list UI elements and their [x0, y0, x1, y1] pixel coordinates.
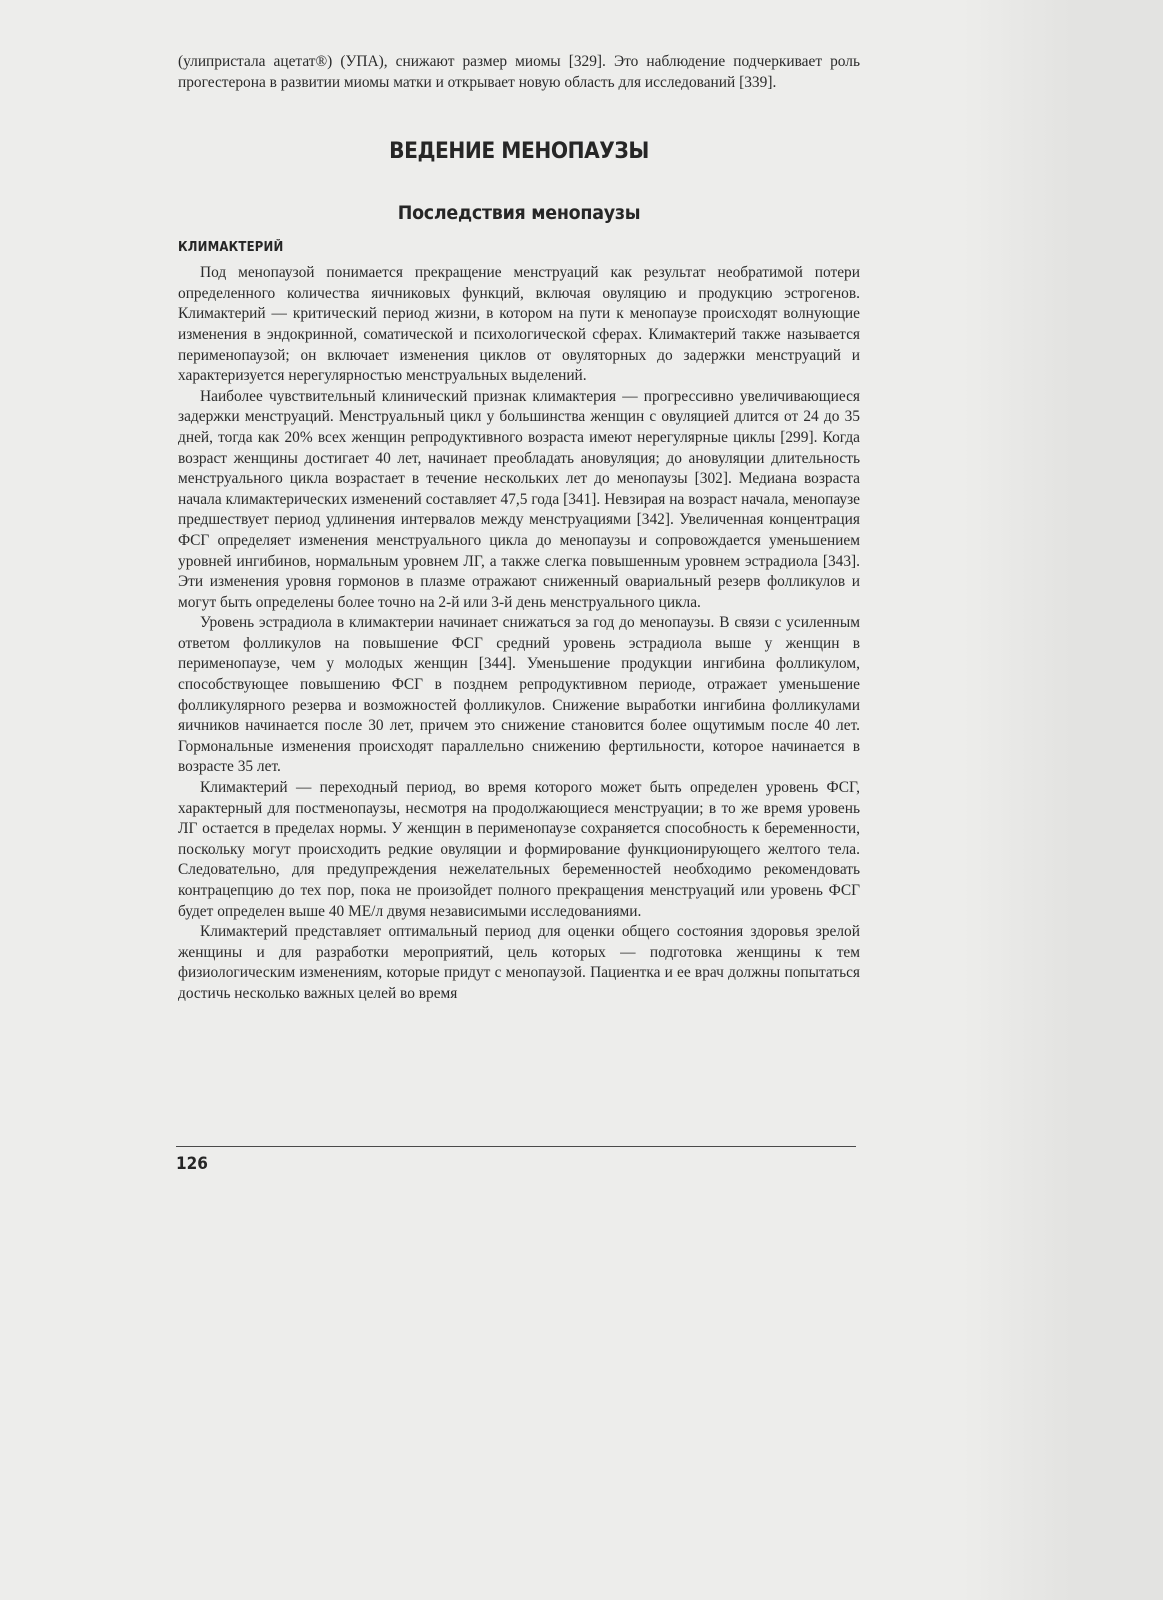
scan-shadow [963, 0, 1163, 1600]
footer-rule [176, 1146, 856, 1147]
paragraph-2: Наиболее чувствительный клинический признак климактерия — прогрессивно увеличивающиеся задержки менструаций. Менструальный цикл у большинства женщин с овуляцией длится от 24 до 35 дней, тогда как 20% всех женщин репродуктивного возраста имеют нерегулярные циклы [299]. Когда возраст женщины достигает 40 лет, начинает преобладать ановуляция; до ановуляции длительность менструального цикла возрастает в течение нескольких лет до менопаузы [302]. Медиана возраста начала климактерических изменений составляет 47,5 года [341]. Невзирая на возраст начала, менопаузе предшествует период удлинения интервалов между менструациями [342]. Увеличенная концентрация ФСГ определяет изменения менструального цикла до менопаузы и сопровождается уменьшением уровней ингибинов, нормальным уровнем ЛГ, а также слегка повышенным уровнем эстрадиола [343]. Эти изменения уровня гормонов в плазме отражают сниженный овариальный резерв фолликулов и могут быть определены более точно на 2-й или 3-й день менструального цикла. [178, 387, 860, 611]
paragraph-4: Климактерий — переходный период, во время которого может быть определен уровень ФСГ, характерный для постменопаузы, несмотря на продолжающиеся менструации; в то же время уровень ЛГ остается в пределах нормы. У женщин в перименопаузе сохраняется способность к беременности, поскольку могут происходить редкие овуляции и формирование функционирующего желтого тела. Следовательно, для предупреждения нежелательных беременностей необходимо рекомендовать контрацепцию до тех пор, пока не произойдет полного прекращения менструаций или уровень ФСГ будет определен выше 40 МЕ/л двумя независимыми исследованиями. [178, 779, 860, 920]
page-number: 126 [176, 1154, 208, 1174]
continuation-paragraph: (улипристала ацетат®) (УПА), снижают размер миомы [329]. Это наблюдение подчеркивает роль прогестерона в развитии миомы матки и открывает новую область для исследований [339]. [178, 53, 860, 91]
subsection-title: Последствия менопаузы [397, 202, 641, 225]
paragraph-1: Под менопаузой понимается прекращение менструаций как результат необратимой потери определенного количества яичниковых функций, включая овуляцию и продукцию эстрогенов. Климактерий — критический период жизни, в котором на пути к менопаузе происходят волнующие изменения в эндокринной, соматической и психологической сферах. Климактерий также называется перименопаузой; он включает изменения циклов от овуляторных до задержки менструаций и характеризуется нерегулярностью менструальных выделений. [178, 264, 860, 385]
section-title: ВЕДЕНИЕ МЕНОПАУЗЫ [389, 139, 649, 165]
page-body [178, 52, 860, 1005]
paragraph-3: Уровень эстрадиола в климактерии начинает снижаться за год до менопаузы. В связи с усиленным ответом фолликулов на повышение ФСГ средний уровень эстрадиола выше у женщин в перименопаузе, чем у молодых женщин [344]. Уменьшение продукции ингибина фолликулом, способствующее повышению ФСГ в позднем репродуктивном периоде, отражает уменьшение фолликулярного резерва и возможностей фолликулов. Снижение выработки ингибина фолликулами яичников начинается после 30 лет, причем это снижение становится более ощутимым после 40 лет. Гормональные изменения происходят параллельно снижению фертильности, которое начинается в возрасте 35 лет. [178, 614, 860, 776]
rubric-heading: КЛИМАКТЕРИЙ [178, 240, 284, 256]
paragraph-5: Климактерий представляет оптимальный период для оценки общего состояния здоровья зрелой женщины и для разработки мероприятий, цель которых — подготовка женщины к тем физиологическим изменениям, которые придут с менопаузой. Пациентка и ее врач должны попытаться достичь несколько важных целей во время [178, 923, 860, 1002]
